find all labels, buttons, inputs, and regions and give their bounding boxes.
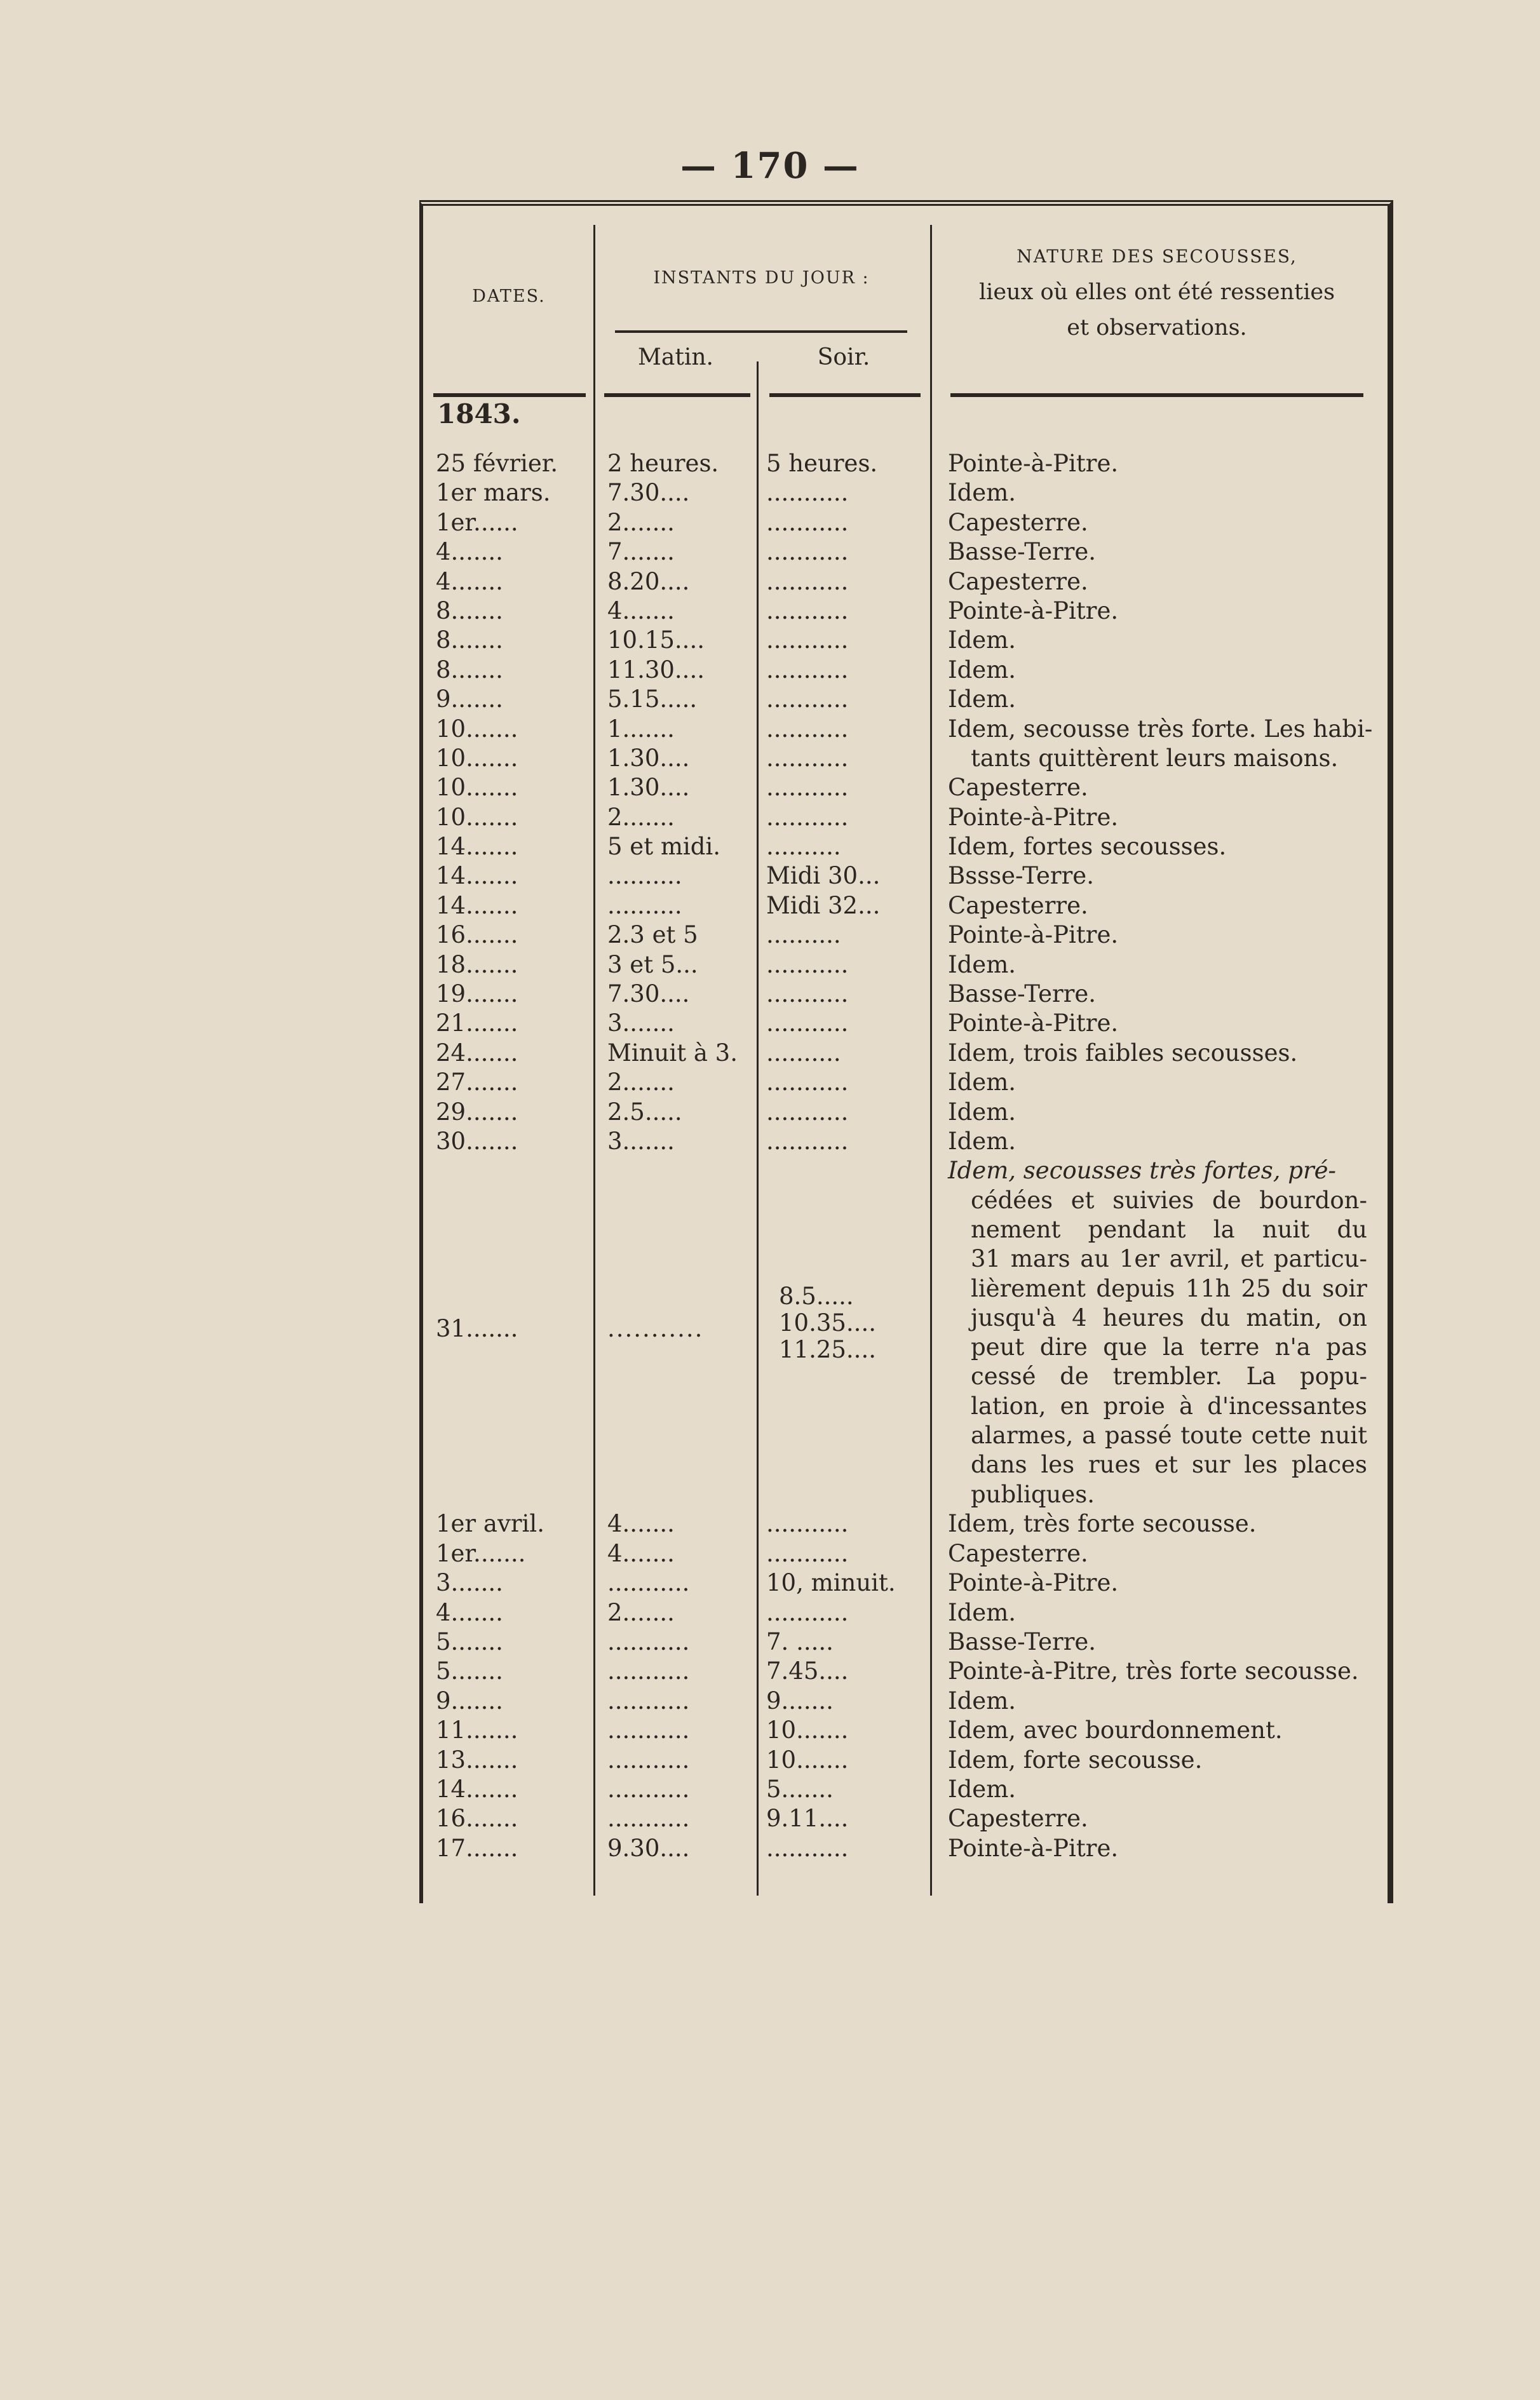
matin-cell: 1.30....: [607, 774, 690, 802]
matin-cell: 7.......: [607, 538, 675, 566]
nature-cell: Capesterre.: [948, 1539, 1088, 1567]
date-cell: 13.......: [436, 1746, 518, 1774]
nature-cell: Pointe-à-Pitre.: [948, 1834, 1119, 1862]
soir-cell: ...........: [766, 980, 849, 1008]
date-cell: 1er.......: [436, 1539, 526, 1567]
table-row-31: [423, 1156, 1376, 1509]
matin-cell: ...........: [607, 1775, 690, 1803]
matin-cell: 4.......: [607, 1539, 675, 1567]
matin-cell: 7.30....: [607, 980, 690, 1008]
date-cell: 21.......: [436, 1009, 518, 1037]
nature-header-line: lieux où elles ont été ressenties: [978, 280, 1335, 305]
soir-cell: 7. .....: [766, 1628, 834, 1655]
matin-cell: 9.30....: [607, 1834, 690, 1862]
soir-cell: ..........: [766, 921, 841, 949]
nature-line: publiques.: [971, 1480, 1095, 1508]
nature-line: dans les rues et sur les places: [971, 1451, 1367, 1479]
nature-cell: Pointe-à-Pitre, très forte secousse.: [948, 1657, 1359, 1685]
soir-cell: 10.35....: [779, 1309, 876, 1337]
nature-cell: Basse-Terre.: [948, 1628, 1097, 1655]
nature-line: jusqu'à 4 heures du matin, on: [971, 1304, 1367, 1331]
soir-cell: 11.25....: [779, 1336, 876, 1364]
date-cell: 1er avril.: [436, 1510, 544, 1538]
soir-cell: ...........: [766, 567, 849, 595]
soir-cell: ...........: [766, 597, 849, 624]
nature-cell: Idem.: [948, 1598, 1017, 1626]
date-cell: 14.......: [436, 1775, 518, 1803]
nature-header-line: NATURE DES SECOUSSES,: [1017, 246, 1297, 267]
matin-cell: Minuit à 3.: [607, 1039, 738, 1067]
matin-cell: ..........: [607, 891, 682, 919]
soir-cell: ...........: [766, 479, 849, 507]
nature-cell: Basse-Terre.: [948, 980, 1097, 1008]
header-rule: [433, 393, 586, 397]
table-row: [423, 1009, 1376, 1038]
soir-cell: 9.11....: [766, 1805, 849, 1833]
date-cell: 10.......: [436, 774, 518, 802]
matin-cell: 4.......: [607, 597, 675, 624]
matin-cell: 2.3 et 5: [607, 921, 698, 949]
date-cell: 31.......: [436, 1315, 518, 1343]
matin-cell: ...........: [607, 1569, 690, 1597]
nature-line: lièrement depuis 11h 25 du soir: [971, 1274, 1367, 1302]
nature-cell: Capesterre.: [948, 774, 1088, 802]
nature-cell: Pointe-à-Pitre.: [948, 1009, 1119, 1037]
date-cell: 10.......: [436, 744, 518, 772]
date-cell: 4.......: [436, 1598, 503, 1626]
table-row: [423, 449, 1376, 478]
soir-cell: ...........: [766, 1009, 849, 1037]
soir-header: Soir.: [817, 344, 870, 370]
soir-cell: ...........: [766, 1098, 849, 1126]
nature-cell: Pointe-à-Pitre.: [948, 597, 1119, 624]
header-rule: [604, 393, 750, 397]
table-row: [423, 1509, 1376, 1539]
nature-cell: Pointe-à-Pitre.: [948, 1569, 1119, 1597]
date-cell: 17.......: [436, 1834, 518, 1862]
matin-cell: 4.......: [607, 1510, 675, 1538]
matin-cell: ...........: [607, 1746, 690, 1774]
nature-cell: Pointe-à-Pitre.: [948, 921, 1119, 949]
table-body: [423, 449, 1376, 1863]
matin-cell: 2.......: [607, 1069, 675, 1096]
nature-line: Idem, secousses très fortes, pré-: [948, 1157, 1337, 1185]
nature-cell: Idem, très forte secousse.: [948, 1510, 1257, 1538]
year-label: 1843.: [437, 398, 521, 429]
nature-line: peut dire que la terre n'a pas: [971, 1333, 1367, 1361]
nature-cell: Idem.: [948, 950, 1017, 978]
matin-cell: 5.15.....: [607, 685, 698, 713]
date-cell: 3.......: [436, 1569, 503, 1597]
date-cell: 1er mars.: [436, 479, 551, 507]
table-row: [423, 537, 1376, 567]
soir-cell: ...........: [766, 626, 849, 654]
table-row: [423, 1716, 1376, 1745]
nature-cell: Pointe-à-Pitre.: [948, 803, 1119, 831]
nature-cell: Idem.: [948, 685, 1017, 713]
date-cell: 18.......: [436, 950, 518, 978]
soir-cell: ...........: [766, 1834, 849, 1862]
soir-cell: ...........: [766, 744, 849, 772]
table-row: [423, 1598, 1376, 1628]
date-cell: 24.......: [436, 1039, 518, 1067]
table-row: [423, 1539, 1376, 1568]
nature-cell: Capesterre.: [948, 891, 1088, 919]
nature-cell: Capesterre.: [948, 508, 1088, 536]
nature-cell: Idem, avec bourdonnement.: [948, 1716, 1283, 1744]
table-row: [423, 656, 1376, 685]
table-row: [423, 980, 1376, 1009]
header-rule: [950, 393, 1363, 397]
matin-cell: 11.30....: [607, 656, 705, 684]
soir-cell: 10.......: [766, 1746, 849, 1774]
date-cell: 8.......: [436, 626, 503, 654]
table-row: [423, 1775, 1376, 1804]
soir-cell: ...........: [766, 508, 849, 536]
matin-cell: 1.30....: [607, 744, 690, 772]
matin-cell: 2.......: [607, 803, 675, 831]
table-row: [423, 1039, 1376, 1068]
table-row: [423, 1804, 1376, 1833]
soir-cell: ..........: [766, 1039, 841, 1067]
soir-cell: Midi 30...: [766, 862, 881, 890]
soir-cell: ...........: [766, 1598, 849, 1626]
date-cell: 25 février.: [436, 450, 558, 477]
table-row: [423, 832, 1376, 861]
nature-header-line: et observations.: [1067, 315, 1247, 340]
soir-cell: ...........: [766, 715, 849, 743]
matin-cell: ..........: [607, 862, 682, 890]
nature-line: cessé de trembler. La popu-: [971, 1363, 1367, 1391]
nature-line: lation, en proie à d'incessantes: [971, 1392, 1367, 1420]
date-cell: 16.......: [436, 921, 518, 949]
date-cell: 10.......: [436, 715, 518, 743]
matin-cell: 2.5.....: [607, 1098, 682, 1126]
soir-cell: ...........: [766, 774, 849, 802]
matin-cell: ...........: [607, 1657, 690, 1685]
nature-cell: Idem.: [948, 1127, 1017, 1155]
table-row: [423, 478, 1376, 508]
table-row: [423, 1834, 1376, 1863]
nature-cell: [948, 1156, 1367, 1509]
soir-cell: 10, minuit.: [766, 1569, 896, 1597]
matin-cell: 3 et 5...: [607, 950, 698, 978]
rows-march: [423, 449, 1376, 1156]
nature-cell: Capesterre.: [948, 1805, 1088, 1833]
soir-cell: ...........: [766, 656, 849, 684]
nature-cell: Bssse-Terre.: [948, 862, 1094, 890]
page-number: — 170 —: [680, 145, 860, 187]
nature-line: 31 mars au 1er avril, et particu-: [971, 1245, 1367, 1273]
nature-cell: Capesterre.: [948, 567, 1088, 595]
date-cell: 8.......: [436, 656, 503, 684]
soir-cell: ...........: [766, 803, 849, 831]
soir-cell: ...........: [766, 1069, 849, 1096]
table-row: [423, 508, 1376, 537]
date-cell: 27.......: [436, 1069, 518, 1096]
soir-cell: ...........: [766, 538, 849, 566]
nature-cell: tants quittèrent leurs maisons.: [971, 744, 1339, 772]
date-cell: 11.......: [436, 1716, 518, 1744]
nature-cell: Idem.: [948, 656, 1017, 684]
matin-cell: 2 heures.: [607, 450, 719, 477]
date-cell: 4.......: [436, 567, 503, 595]
nature-header: [931, 239, 1382, 346]
nature-line: alarmes, a passé toute cette nuit: [971, 1422, 1367, 1450]
table-row: [423, 803, 1376, 832]
nature-cell: Idem.: [948, 1775, 1017, 1803]
soir-cell: 9.......: [766, 1687, 834, 1715]
nature-cell: Idem, secousse très forte. Les habi-: [948, 715, 1373, 743]
soir-cell: 7.45....: [766, 1657, 849, 1685]
date-cell: 1er......: [436, 508, 518, 536]
nature-cell: Idem.: [948, 626, 1017, 654]
nature-cell: Idem, forte secousse.: [948, 1746, 1203, 1774]
date-cell: 9.......: [436, 1687, 503, 1715]
nature-cell: Idem, trois faibles secousses.: [948, 1039, 1298, 1067]
soir-cell: 5 heures.: [766, 450, 878, 477]
table-row: [423, 1746, 1376, 1775]
date-cell: 9.......: [436, 685, 503, 713]
matin-cell: 2.......: [607, 1598, 675, 1626]
soir-cell: ...........: [766, 1510, 849, 1538]
matin-cell: 10.15....: [607, 626, 705, 654]
nature-cell: Pointe-à-Pitre.: [948, 450, 1119, 477]
date-cell: 14.......: [436, 891, 518, 919]
table-row: [423, 1687, 1376, 1716]
soir-cell: ..........: [766, 833, 841, 861]
instants-header: INSTANTS DU JOUR :: [653, 268, 870, 288]
date-cell: 14.......: [436, 833, 518, 861]
soir-cell-group: [779, 1283, 876, 1363]
header-brace: [615, 330, 907, 333]
table-row: [423, 1628, 1376, 1657]
soir-cell: 8.5.....: [779, 1283, 854, 1311]
table-row: [423, 685, 1376, 714]
dates-header: DATES.: [472, 287, 546, 306]
table-row: [423, 597, 1376, 626]
table-row: [423, 920, 1376, 950]
table-row: [423, 567, 1376, 597]
matin-cell: ...........: [607, 1716, 690, 1744]
matin-cell: ...........: [607, 1687, 690, 1715]
header-rule: [769, 393, 921, 397]
table-row: [423, 744, 1376, 773]
date-cell: 29.......: [436, 1098, 518, 1126]
nature-line: nement pendant la nuit du: [971, 1215, 1367, 1243]
soir-cell: ...........: [766, 1127, 849, 1155]
date-cell: 10.......: [436, 803, 518, 831]
matin-cell: 5 et midi.: [607, 833, 721, 861]
date-cell: 4.......: [436, 538, 503, 566]
rows-april: [423, 1509, 1376, 1863]
matin-cell: 1.......: [607, 715, 675, 743]
table-row: [423, 715, 1376, 744]
matin-cell: 2.......: [607, 508, 675, 536]
table-row: [423, 950, 1376, 980]
matin-cell: 7.30....: [607, 479, 690, 507]
matin-cell: 3.......: [607, 1127, 675, 1155]
soir-cell: ...........: [766, 1539, 849, 1567]
nature-cell: Idem.: [948, 1069, 1017, 1096]
date-cell: 14.......: [436, 862, 518, 890]
matin-cell: 8.20....: [607, 567, 690, 595]
date-cell: 16.......: [436, 1805, 518, 1833]
date-cell: 8.......: [436, 597, 503, 624]
table-row: [423, 1127, 1376, 1156]
table-row: [423, 891, 1376, 920]
matin-cell: ...........: [607, 1628, 690, 1655]
matin-header: Matin.: [638, 344, 713, 370]
date-cell: 5.......: [436, 1628, 503, 1655]
nature-cell: Idem.: [948, 1098, 1017, 1126]
table-row: [423, 1657, 1376, 1686]
table-row: [423, 1568, 1376, 1598]
nature-cell: Idem.: [948, 479, 1017, 507]
table-row: [423, 773, 1376, 802]
soir-cell: 10.......: [766, 1716, 849, 1744]
date-cell: 5.......: [436, 1657, 503, 1685]
table-row: [423, 1098, 1376, 1127]
date-cell: 19.......: [436, 980, 518, 1008]
earthquake-table: [419, 200, 1393, 1903]
matin-cell: ...........: [607, 1315, 704, 1343]
matin-cell: ...........: [607, 1805, 690, 1833]
table-row: [423, 861, 1376, 891]
nature-cell: Idem, fortes secousses.: [948, 833, 1227, 861]
soir-cell: 5.......: [766, 1775, 834, 1803]
matin-cell: 3.......: [607, 1009, 675, 1037]
soir-cell: Midi 32...: [766, 891, 881, 919]
soir-cell: ...........: [766, 950, 849, 978]
nature-cell: Idem.: [948, 1687, 1017, 1715]
table-row: [423, 1068, 1376, 1097]
nature-cell: Basse-Terre.: [948, 538, 1097, 566]
nature-line: cédées et suivies de bourdon-: [971, 1186, 1367, 1214]
date-cell: 30.......: [436, 1127, 518, 1155]
table-row: [423, 626, 1376, 655]
soir-cell: ...........: [766, 685, 849, 713]
